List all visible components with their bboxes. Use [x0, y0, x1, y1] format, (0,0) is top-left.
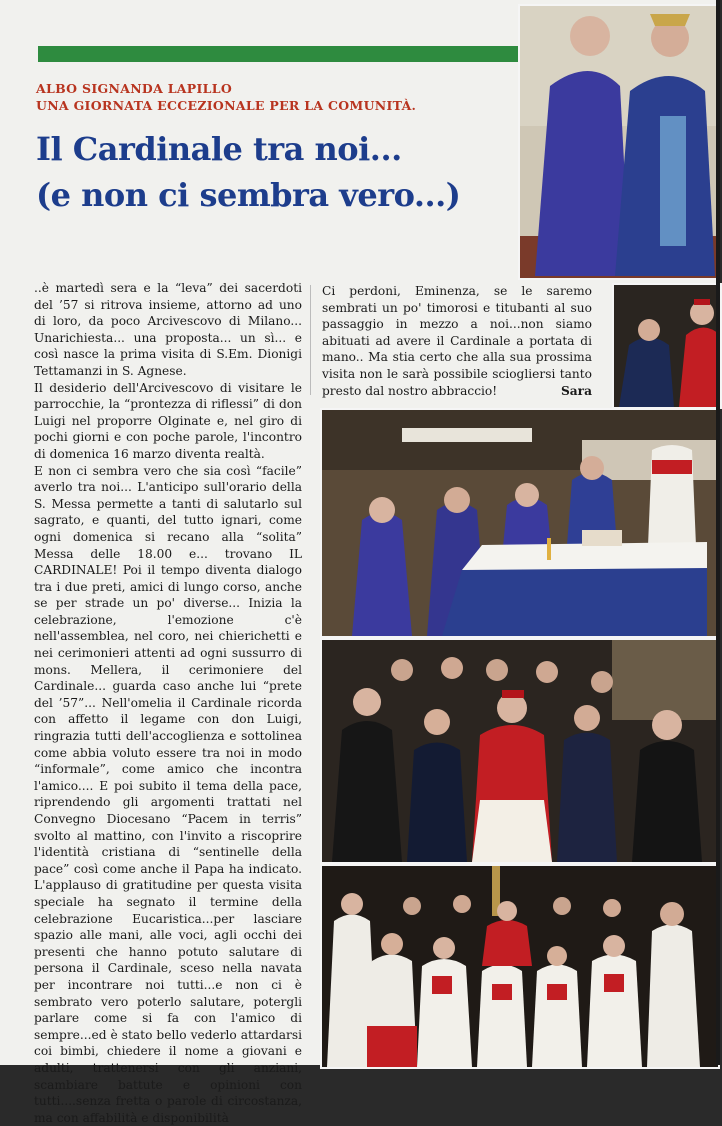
photo-cardinal-greeting: [612, 283, 722, 409]
title-line-2: (e non ci sembra vero...): [36, 176, 461, 214]
kicker-line-2: UNA GIORNATA ECCEZIONALE PER LA COMUNITÀ.: [36, 98, 417, 113]
column-divider: [310, 285, 311, 395]
photo-group-with-cardinal: [320, 638, 720, 864]
article-kicker: [36, 80, 506, 114]
body-left-paragraph-2: Il desiderio dell'Arcivescovo di visitare le parrocchie, la “prontezza di riflessi” di don Luigi nel proporre Olginate e, nel giro di pochi giorni e con poche parole, l'incontro di domenica 16 marzo diventa realtà.: [34, 380, 302, 461]
article-body-left-column: [34, 280, 302, 1125]
body-right-paragraph: Ci perdoni, Eminenza, se le saremo sembrati un po' timorosi e titubanti al suo passaggio in mezzo a noi...non siamo abituati ad avere il Cardinale a portata di mano.. Ma stia certo che alla sua prossima visita non le sarà possibile sciogliersi tanto presto dal nostro abbraccio!: [322, 284, 592, 398]
article-title: [36, 126, 506, 218]
body-left-paragraph-3: E non ci sembra vero che sia così “facile” averlo tra noi... L'anticipo sull'orario della S. Messa permette a tanti di salutarlo sul sagrato, e quanti, del tutto ignari, come ogni domenica si recano alla “solita” Messa delle 18.00 e... trovano IL CARDINALE! Poi il tempo diventa dialogo tra i due preti, amici di lungo corso, anche se per strade un po' diverse... Inizia la celebrazione, l'emozione c'è nell'assemblea, nel coro, nei chierichetti e nei cerimonieri attenti ad ogni sussurro di mons. Mellera, il cerimoniere del Cardinale... guarda caso anche lui “prete del ’57”... Nell'omelia il Cardinale ricorda con affetto il legame con don Luigi, ringrazia tutti dell'accoglienza e sottolinea come abbia voluto essere tra noi in modo “informale”, come amico che incontra l'amico.... E poi subito il tema della pace, riprendendo gli argomenti trattati nel Convegno Diocesano “Pacem in terris” svolto al mattino, con l'invito a riscoprire l'identità cristiana di “sentinelle della pace” così come anche il Papa ha indicato. L'applauso di gratitudine per questa visita speciale ha segnato il termine della celebrazione Eucaristica...per lasciare spazio alle mani, alle voci, agli occhi dei presenti che hanno potuto salutare di persona il Cardinale, sceso nella navata per incontrare noi tutti...e non ci è sembrato vero poterlo salutare, potergli parlare come si fa con l'amico di sempre...ed è stato bello vederlo attardarsi coi bimbi, chiedere il nome a giovani e adulti, trattenersi con gli anziani, scambiare battute e opinioni con tutti....senza fretta o parole di circostanza, ma con affabilità e disponibilità: [34, 463, 302, 1125]
green-header-bar: [38, 46, 520, 62]
article-body-right-column: [322, 283, 592, 400]
photo-altar-celebration: [320, 408, 720, 638]
photo-altar-servers: [320, 864, 720, 1069]
photo-prelates-portrait: [518, 4, 720, 280]
author-signature: Sara: [560, 384, 592, 399]
kicker-line-1: ALBO SIGNANDA LAPILLO: [36, 81, 233, 96]
body-left-paragraph-1: ..è martedì sera e la “leva” dei sacerdoti del ’57 si ritrova insieme, attorno ad uno di loro, da poco Arcivescovo di Milano... Unarichiesta... una proposta... un sì... e così nasce la prima visita di S.Em. Dionigi Tettamanzi in S. Agnese.: [34, 281, 302, 378]
title-line-1: Il Cardinale tra noi...: [36, 130, 402, 168]
page-edge-shadow: [716, 0, 720, 1065]
